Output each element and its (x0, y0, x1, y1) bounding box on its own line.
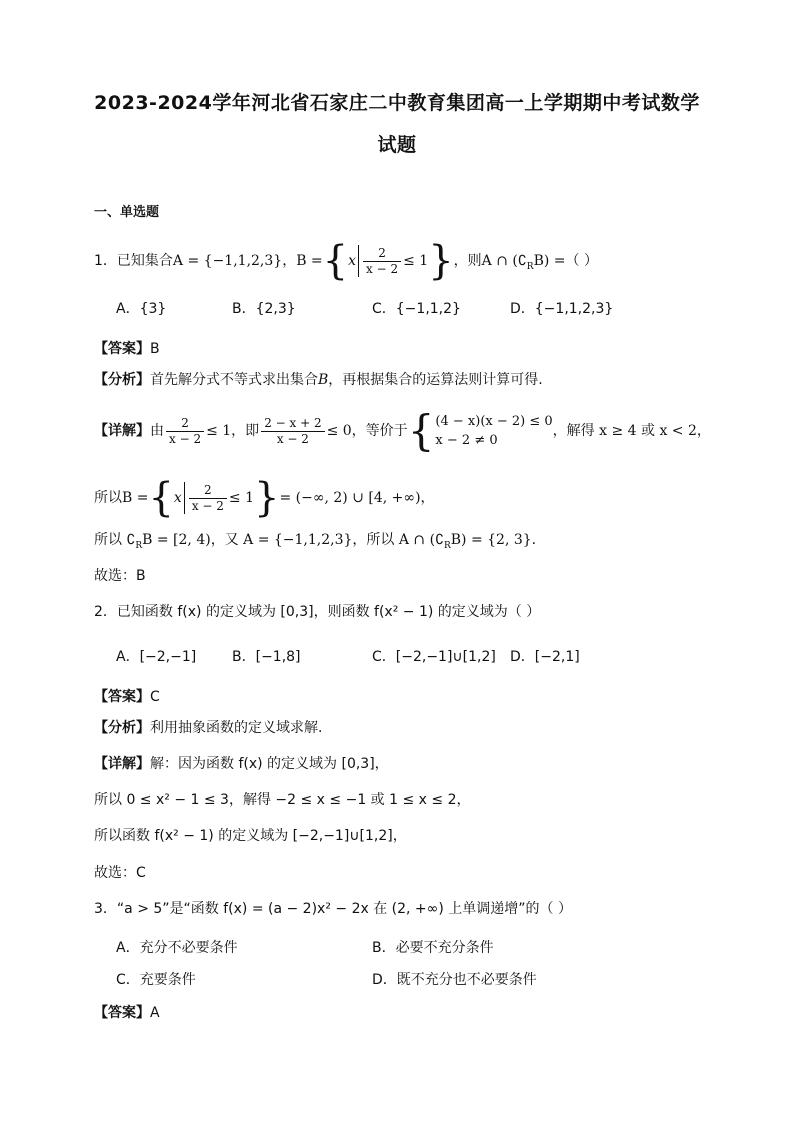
q3-option-a: A．充分不必要条件 (116, 940, 238, 956)
q1-line3-mid: B = [2, 4)，又 A = {−1,1,2,3}，所以 A ∩ (∁ (142, 532, 444, 548)
q3-stem: 3．“a > 5”是“函数 f(x) = (a − 2)x² − 2x 在 (2, +∞) 上单调递增”的（ ） (94, 901, 572, 917)
q1-system-brace: { (407, 406, 435, 455)
q1-lbrace: { (322, 238, 349, 284)
q1-setA: A = {−1,1,2,3} (172, 253, 283, 269)
q2-stem: 2．已知函数 f(x) 的定义域为 [0,3]，则函数 f(x² − 1) 的定义域为（ ） (94, 604, 541, 620)
q1-detail-pre: 由 (150, 423, 164, 439)
q2-detail-line3: 所以函数 f(x² − 1) 的定义域为 [−2,−1]∪[1,2]， (94, 828, 407, 844)
q1-analysis-var: B (318, 372, 329, 388)
q2-answer-label: 【答案】 (94, 689, 150, 705)
q1-line2-post: ≤ 1 (228, 490, 255, 506)
q1-line2-B: B = (122, 490, 149, 506)
q3-option-d: D．既不充分也不必要条件 (372, 972, 537, 988)
q1-option-a: A．{3} (116, 301, 167, 317)
q3-answer-label: 【答案】 (94, 1005, 150, 1021)
q1-system-row2: x − 2 ≠ 0 (435, 433, 498, 448)
q1-analysis-label: 【分析】 (94, 372, 150, 388)
q1-line2-lbrace: { (148, 475, 174, 521)
q1-option-b: B．{2,3} (232, 301, 296, 317)
q1-analysis-post: ，再根据集合的运算法则计算可得. (328, 372, 543, 388)
q3-option-b: B．必要不充分条件 (372, 940, 494, 956)
q1-option-c: C．{−1,1,2} (372, 301, 461, 317)
q1-detail-le1: ≤ 1，即 (206, 423, 260, 439)
q1-setB-pre: B = (296, 253, 323, 269)
q2-option-d: D．[−2,1] (510, 649, 580, 665)
q2-analysis (94, 718, 322, 738)
q2-answer-value: C (150, 689, 160, 705)
q1-stem (94, 238, 598, 284)
q1-line2-frac (189, 483, 227, 514)
q1-line2-rbrace: } (254, 475, 280, 521)
q2-analysis-label: 【分析】 (94, 720, 150, 736)
q1-line3-sub: R (135, 540, 143, 551)
q1-line3-tail: B) = {2, 3}. (450, 532, 537, 548)
q1-detail-frac2-num: 2 − x + 2 (261, 416, 324, 432)
q1-detail-frac1-num: 2 (166, 416, 204, 432)
q1-line2-var: x (173, 490, 182, 506)
q1-system (435, 412, 552, 450)
page-title-line2: 试题 (377, 134, 417, 156)
q1-stem-post: ，则 (453, 253, 482, 269)
q1-choose: 故选：B (94, 568, 146, 584)
q1-rbrace: } (428, 238, 454, 284)
q1-line2-frac-den: x − 2 (191, 498, 224, 513)
q1-frac (363, 246, 401, 277)
q2-answer (94, 687, 160, 707)
q1-answer (94, 339, 160, 359)
q2-detail-line2: 所以 0 ≤ x² − 1 ≤ 3，解得 −2 ≤ x ≤ −1 或 1 ≤ x ≤ 2， (94, 792, 471, 808)
q1-analysis (94, 370, 543, 390)
q1-detail (94, 406, 711, 455)
q1-expr-tail: B) =（ ） (533, 253, 598, 269)
q1-setB-post: ≤ 1 (403, 253, 429, 269)
q1-system-row1: (4 − x)(x − 2) ≤ 0 (435, 414, 553, 429)
q1-var-x: x (348, 253, 357, 269)
q2-option-a: A．[−2,−1] (116, 649, 197, 665)
q1-detail-frac1-den: x − 2 (169, 431, 202, 446)
q1-line2-pre: 所以 (94, 490, 122, 506)
q1-line3-start: 所以 ∁ (94, 532, 136, 548)
q1-sep: ， (282, 253, 297, 269)
q1-line2-frac-num: 2 (189, 483, 227, 499)
q1-answer-value: B (150, 341, 160, 357)
q1-detail-line3 (94, 530, 536, 556)
q1-frac-den: x − 2 (366, 261, 399, 276)
q2-detail (94, 754, 389, 774)
q2-choose: 故选：C (94, 865, 146, 881)
q1-detail-frac2-den: x − 2 (276, 431, 309, 446)
q1-line2-bar (184, 482, 185, 514)
q1-detail-frac1 (166, 416, 204, 447)
q2-detail-label: 【详解】 (94, 756, 150, 772)
q1-line2-tail: = (−∞, 2) ∪ [4, +∞)， (279, 490, 435, 506)
q1-detail-label: 【详解】 (94, 423, 150, 439)
q1-detail-line2 (94, 475, 435, 521)
q2-option-b: B．[−1,8] (232, 649, 301, 665)
q1-option-d: D．{−1,1,2,3} (510, 301, 614, 317)
q1-analysis-text: 首先解分式不等式求出集合 (150, 372, 318, 388)
q1-frac-num: 2 (363, 246, 401, 262)
q1-detail-frac2 (261, 416, 324, 447)
page-title-line1: 2023-2024学年河北省石家庄二中教育集团高一上学期期中考试数学 (94, 92, 700, 114)
q1-expr-sub: R (526, 261, 534, 272)
q2-option-c: C．[−2,−1]∪[1,2] (372, 649, 496, 665)
q3-answer-value: A (150, 1005, 160, 1021)
q1-bar (358, 245, 359, 277)
section-heading: 一、单选题 (94, 205, 160, 220)
q2-detail-text: 解：因为函数 f(x) 的定义域为 [0,3]， (150, 756, 389, 772)
q1-expr: A ∩ (∁ (481, 253, 527, 269)
q1-detail-result: ，解得 x ≥ 4 或 x < 2， (552, 423, 711, 439)
q1-answer-label: 【答案】 (94, 341, 150, 357)
q1-detail-le0: ≤ 0，等价于 (326, 423, 408, 439)
q3-answer (94, 1003, 160, 1023)
q3-option-c: C．充要条件 (116, 972, 196, 988)
q1-stem-pre: 1．已知集合 (94, 253, 173, 269)
q2-analysis-text: 利用抽象函数的定义域求解. (150, 720, 323, 736)
q1-line3-sub2: R (443, 540, 451, 551)
